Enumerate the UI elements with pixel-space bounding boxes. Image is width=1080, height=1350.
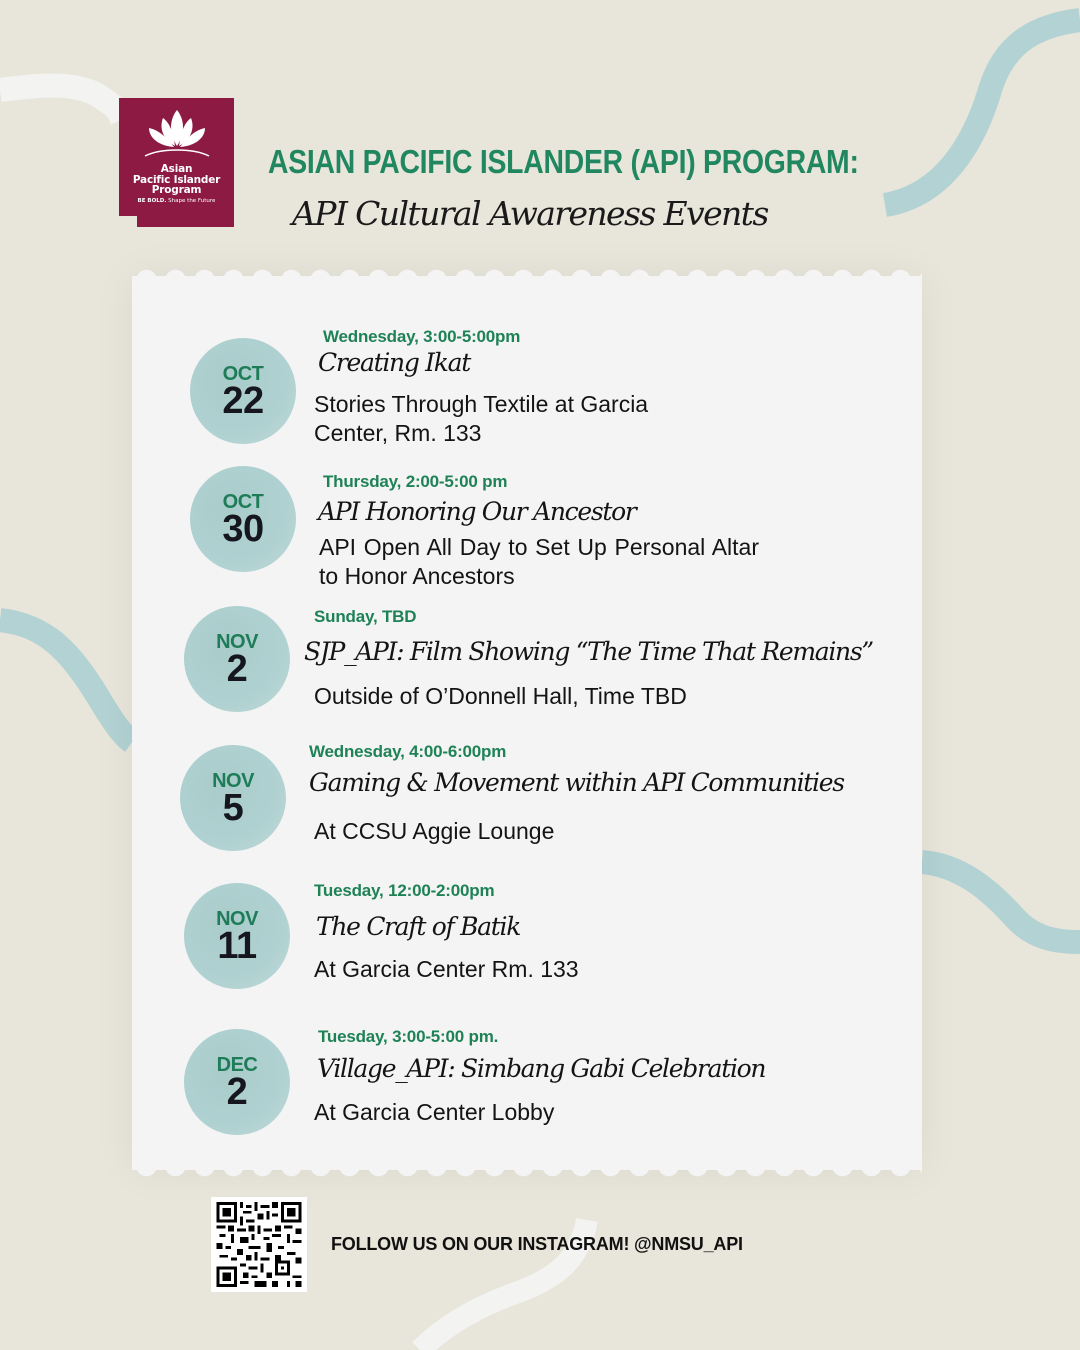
date-month: OCT: [222, 491, 264, 513]
date-day: 30: [222, 508, 264, 550]
qr-code-icon: [216, 1202, 302, 1287]
date-badge: [184, 883, 290, 989]
logo-tagline: BE BOLD. Shape the Future: [137, 198, 216, 204]
event-description: Stories Through Textile at Garcia Center, Rm. 133: [314, 391, 649, 446]
lotus-icon: [141, 106, 213, 158]
ticket-edge-bottom: [132, 1168, 922, 1182]
date-day: 5: [222, 787, 244, 829]
event-title: Gaming & Movement within API Communities: [309, 768, 844, 797]
event-title: Creating Ikat: [318, 348, 470, 377]
logo-notch: [119, 216, 137, 228]
date-month: NOV: [212, 770, 254, 792]
event-time: Wednesday, 3:00-5:00pm: [323, 327, 521, 346]
date-badge: [184, 606, 290, 712]
event-description: Outside of O’Donnell Hall, Time TBD: [314, 683, 687, 709]
instagram-follow-text: FOLLOW US ON OUR INSTAGRAM! @NMSU_API: [331, 1234, 743, 1254]
date-day: 2: [226, 648, 248, 690]
date-day: 22: [222, 380, 264, 422]
event-description: At Garcia Center Rm. 133: [314, 956, 579, 982]
program-logo: [119, 98, 234, 227]
event-title: API Honoring Our Ancestor: [318, 497, 636, 526]
date-badge: [190, 466, 296, 572]
page-subtitle: API Cultural Awareness Events: [292, 194, 768, 233]
event-description: At Garcia Center Lobby: [314, 1099, 555, 1125]
event-description: API Open All Day to Set Up Personal Altar to Honor Ancestors: [319, 534, 759, 589]
event-description: At CCSU Aggie Lounge: [314, 818, 555, 844]
date-day: 11: [217, 925, 257, 967]
date-badge: [180, 745, 286, 851]
date-badge: [190, 338, 296, 444]
events-ticket-card: [132, 276, 922, 1170]
date-day: 2: [226, 1071, 248, 1113]
date-badge: [184, 1029, 290, 1135]
date-month: OCT: [222, 363, 264, 385]
date-month: NOV: [216, 908, 258, 930]
date-month: NOV: [216, 631, 258, 653]
event-title: SJP_API: Film Showing “The Time That Remains”: [304, 637, 873, 666]
event-time: Tuesday, 3:00-5:00 pm.: [318, 1027, 499, 1046]
qr-code[interactable]: [211, 1197, 307, 1292]
page-title: ASIAN PACIFIC ISLANDER (API) PROGRAM:: [268, 143, 859, 180]
date-month: DEC: [216, 1054, 258, 1076]
logo-program-name: Asian Pacific Islander Program: [132, 163, 221, 196]
event-time: Tuesday, 12:00-2:00pm: [314, 881, 495, 900]
event-time: Sunday, TBD: [314, 607, 417, 626]
ticket-edge-top: [132, 264, 922, 278]
event-title: Village_API: Simbang Gabi Celebration: [317, 1054, 766, 1083]
event-time: Thursday, 2:00-5:00 pm: [323, 472, 508, 491]
event-time: Wednesday, 4:00-6:00pm: [309, 742, 507, 761]
event-title: The Craft of Batik: [316, 912, 521, 941]
